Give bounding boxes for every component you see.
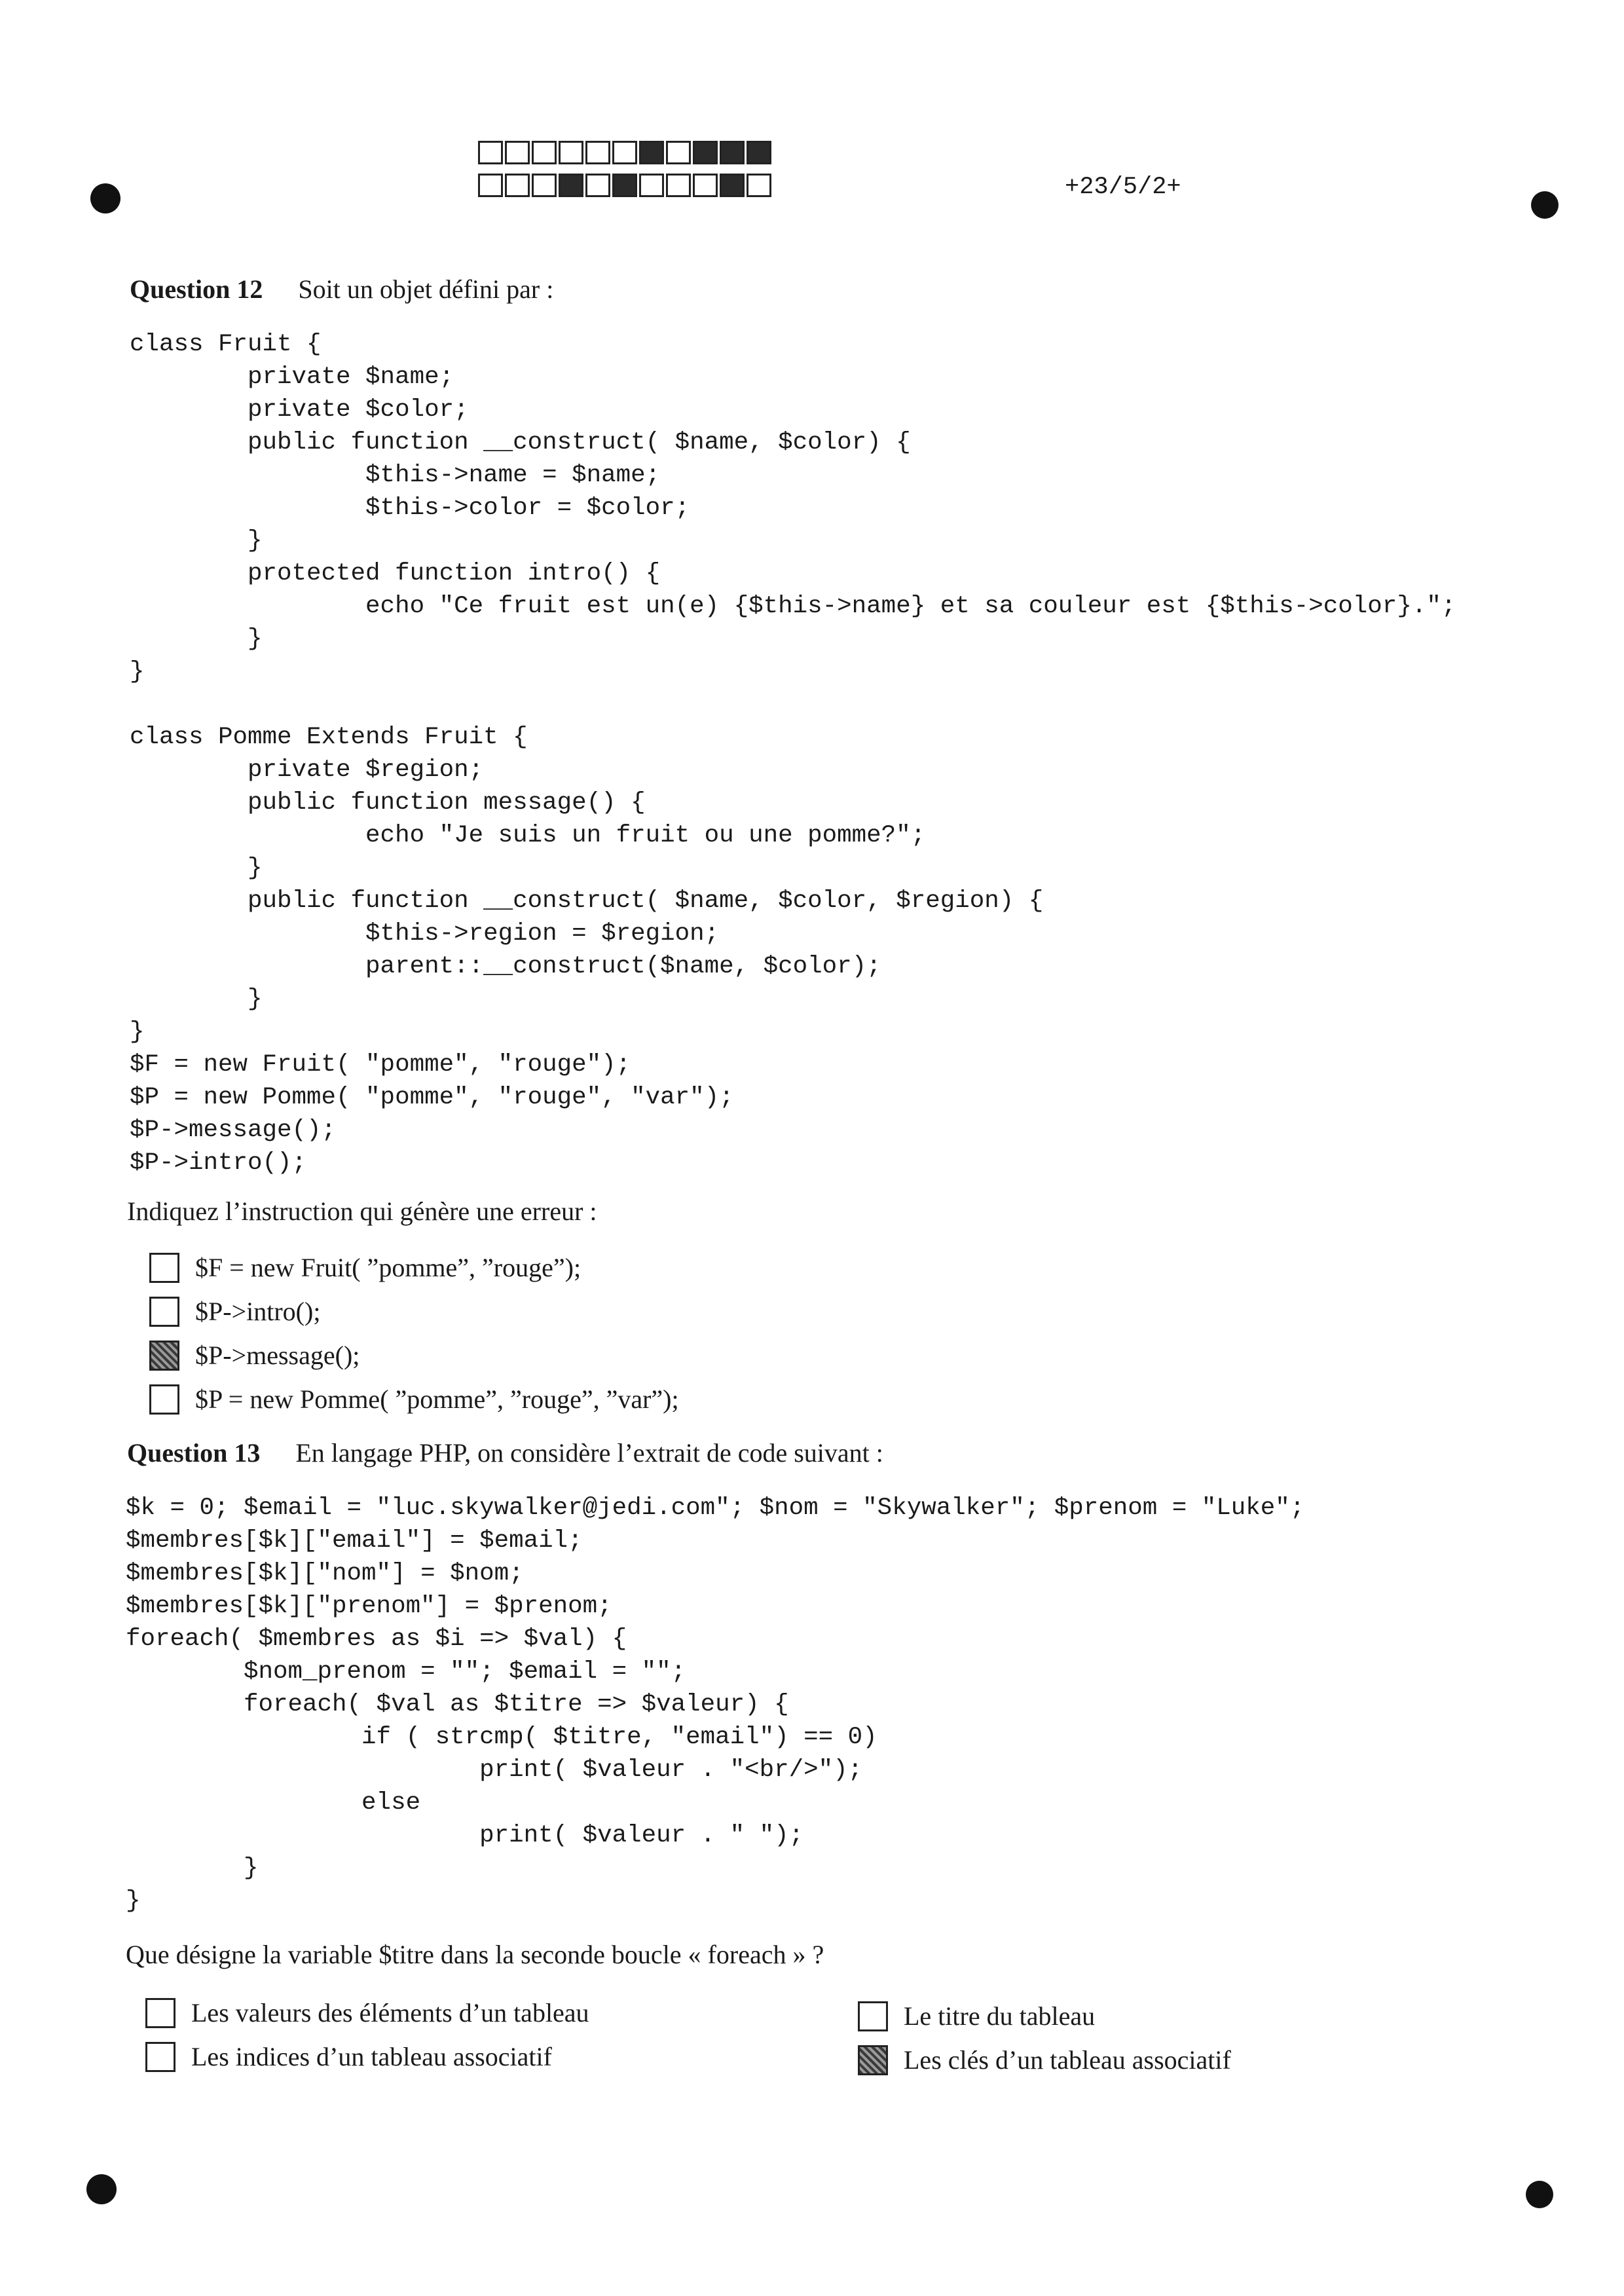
checkbox[interactable] bbox=[149, 1384, 179, 1415]
answer-label: $P = new Pomme( ”pomme”, ”rouge”, ”var”); bbox=[195, 1384, 679, 1414]
question-intro: En langage PHP, on considère l’extrait de code suivant : bbox=[295, 1438, 883, 1468]
answer-label: $P->message(); bbox=[195, 1341, 360, 1370]
answer-option[interactable] bbox=[145, 2035, 589, 2079]
answer-label: Le titre du tableau bbox=[904, 2001, 1096, 2031]
answer-option[interactable] bbox=[149, 1289, 679, 1333]
answer-choices bbox=[149, 1246, 679, 1421]
registration-mark-top-left bbox=[90, 183, 120, 213]
barcode-cell bbox=[666, 141, 691, 164]
question-label: Question 12 bbox=[130, 274, 263, 304]
barcode-cell bbox=[505, 141, 530, 164]
barcode-cell bbox=[612, 141, 637, 164]
code-listing: $k = 0; $email = "luc.skywalker@jedi.com"; $nom = "Skywalker"; $prenom = "Luke"; $membres[$k]["email"] = $email; $membres[$k]["nom"] = $nom; $membres[$k]["prenom"] = $prenom; foreach( $membres as $i => $val) { $nom_prenom = ""; $email = ""; foreach( $val as $titre => $valeur) { if ( strcmp( $titre, "email") == 0) print( $valeur . "<br/>"); else print( $valeur . " "); } } bbox=[126, 1494, 1305, 1915]
question-13-header bbox=[127, 1437, 883, 1468]
barcode-cell bbox=[693, 141, 718, 164]
answer-option[interactable] bbox=[149, 1333, 679, 1377]
barcode-cell bbox=[478, 174, 503, 197]
barcode-cell bbox=[559, 174, 583, 197]
answer-label: Les indices d’un tableau associatif bbox=[191, 2042, 552, 2071]
barcode-cell bbox=[666, 174, 691, 197]
checkbox[interactable] bbox=[145, 2042, 175, 2072]
answer-option[interactable] bbox=[858, 2038, 1231, 2082]
checkbox-checked[interactable] bbox=[858, 2045, 888, 2075]
barcode-cell bbox=[693, 174, 718, 197]
barcode-cell bbox=[720, 174, 745, 197]
checkbox[interactable] bbox=[858, 2001, 888, 2031]
question-label: Question 13 bbox=[127, 1438, 261, 1468]
question-intro: Soit un objet défini par : bbox=[298, 274, 554, 304]
registration-mark-top-right bbox=[1531, 191, 1559, 219]
answer-column-left bbox=[145, 1991, 589, 2079]
barcode-cell bbox=[585, 174, 610, 197]
checkbox-checked[interactable] bbox=[149, 1341, 179, 1371]
barcode-cell bbox=[505, 174, 530, 197]
answer-column-right bbox=[858, 1994, 1231, 2082]
barcode-cell bbox=[639, 141, 664, 164]
answer-option[interactable] bbox=[145, 1991, 589, 2035]
barcode-cell bbox=[478, 141, 503, 164]
checkbox[interactable] bbox=[149, 1297, 179, 1327]
registration-mark-bottom-left bbox=[86, 2174, 117, 2204]
question-prompt: Que désigne la variable $titre dans la seconde boucle « foreach » ? bbox=[126, 1940, 824, 1969]
answer-option[interactable] bbox=[149, 1377, 679, 1421]
checkbox[interactable] bbox=[145, 1998, 175, 2028]
barcode-row-2 bbox=[478, 174, 773, 197]
barcode-cell bbox=[559, 141, 583, 164]
answer-option[interactable] bbox=[858, 1994, 1231, 2038]
answer-label: Les valeurs des éléments d’un tableau bbox=[191, 1998, 589, 2028]
code-listing: class Fruit { private $name; private $color; public function __construct( $name, $color) { $this->name = $name; $this->color = $color; } protected function intro() { echo "Ce fruit est un(e) {$this->name} et sa couleur est {$this->color}."; } } class Pomme Extends Fruit { private $region; public function message() { echo "Je suis un fruit ou une pomme?"; } public function __construct( $name, $color, $region) { $this->region = $region; parent::__construct($name, $color); } } $F = new Fruit( "pomme", "rouge"); $P = new Pomme( "pomme", "rouge", "var"); $P->message(); $P->intro(); bbox=[130, 331, 1456, 1177]
question-prompt: Indiquez l’instruction qui génère une erreur : bbox=[127, 1196, 597, 1226]
barcode-row-1 bbox=[478, 141, 773, 164]
answer-option[interactable] bbox=[149, 1246, 679, 1289]
checkbox[interactable] bbox=[149, 1253, 179, 1283]
barcode-cell bbox=[585, 141, 610, 164]
barcode-cell bbox=[639, 174, 664, 197]
barcode-cell bbox=[532, 141, 557, 164]
answer-label: Les clés d’un tableau associatif bbox=[904, 2045, 1231, 2075]
question-12-header bbox=[130, 274, 553, 305]
page-code: +23/5/2+ bbox=[1065, 174, 1181, 201]
answer-label: $P->intro(); bbox=[195, 1297, 321, 1326]
barcode-cell bbox=[747, 174, 771, 197]
barcode-cell bbox=[532, 174, 557, 197]
barcode-cell bbox=[612, 174, 637, 197]
barcode-cell bbox=[747, 141, 771, 164]
registration-mark-bottom-right bbox=[1526, 2181, 1553, 2208]
barcode-cell bbox=[720, 141, 745, 164]
answer-label: $F = new Fruit( ”pomme”, ”rouge”); bbox=[195, 1253, 581, 1282]
